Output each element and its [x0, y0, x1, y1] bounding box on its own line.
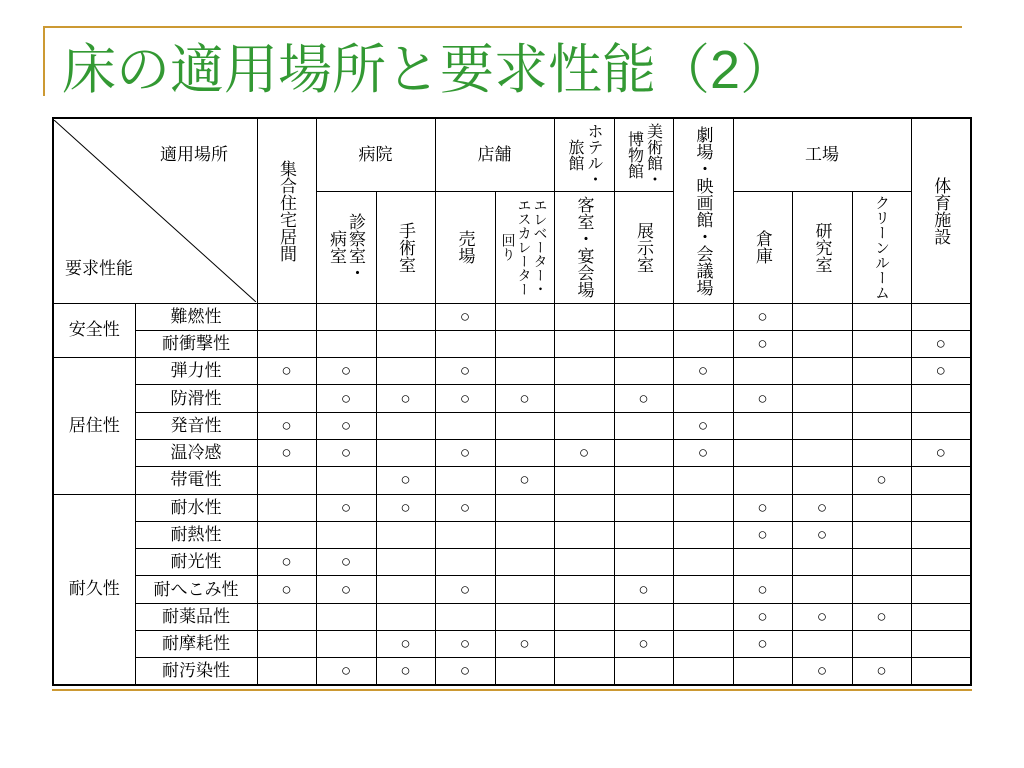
table-row [53, 412, 971, 439]
suitability-mark-cell [733, 658, 792, 685]
suitability-mark-cell: ○ [673, 439, 733, 466]
suitability-mark-cell [792, 631, 852, 658]
suitability-mark-cell [852, 549, 911, 576]
suitability-mark-cell [554, 303, 614, 330]
suitability-mark-cell [911, 521, 971, 548]
suitability-mark-cell [495, 549, 554, 576]
suitability-mark-cell: ○ [614, 631, 673, 658]
suitability-mark-cell: ○ [495, 467, 554, 494]
header-exam-room-text [327, 213, 365, 281]
header-warehouse [733, 191, 792, 303]
suitability-mark-cell: ○ [435, 385, 495, 412]
header-theater-text [694, 126, 713, 296]
suitability-mark-cell [554, 494, 614, 521]
header-guest-room-line: 客室・宴会場 [574, 196, 594, 298]
suitability-mark-cell [554, 576, 614, 603]
suitability-mark-cell: ○ [733, 603, 792, 630]
requirement-label: 防滑性 [135, 385, 257, 412]
header-elevator-area-line-1: エレベーター・ [532, 198, 549, 296]
header-museum-line-2: 博物館 [625, 130, 643, 179]
suitability-mark-cell: ○ [435, 439, 495, 466]
suitability-mark-cell: ○ [316, 576, 376, 603]
suitability-mark-cell: ○ [852, 467, 911, 494]
requirement-label: 耐水性 [135, 494, 257, 521]
suitability-mark-cell [257, 467, 316, 494]
row-group-label: 居住性 [53, 358, 135, 494]
header-theater [673, 118, 733, 303]
suitability-mark-cell [852, 521, 911, 548]
suitability-mark-cell [435, 603, 495, 630]
requirement-label: 耐摩耗性 [135, 631, 257, 658]
suitability-mark-cell: ○ [614, 385, 673, 412]
suitability-mark-cell [435, 549, 495, 576]
suitability-mark-cell [911, 631, 971, 658]
suitability-mark-cell [435, 521, 495, 548]
suitability-mark-cell: ○ [733, 330, 792, 357]
corner-label-requirement: 要求性能 [65, 258, 133, 278]
row-group-label: 耐久性 [53, 494, 135, 685]
suitability-mark-cell: ○ [257, 549, 316, 576]
suitability-mark-cell [733, 439, 792, 466]
suitability-mark-cell [435, 467, 495, 494]
header-clean-room [852, 191, 911, 303]
suitability-mark-cell: ○ [911, 330, 971, 357]
suitability-mark-cell [257, 631, 316, 658]
suitability-mark-cell [911, 412, 971, 439]
suitability-mark-cell: ○ [376, 631, 435, 658]
suitability-mark-cell [495, 494, 554, 521]
suitability-mark-cell [495, 603, 554, 630]
requirement-label: 弾力性 [135, 358, 257, 385]
suitability-mark-cell [257, 303, 316, 330]
suitability-mark-cell [257, 603, 316, 630]
suitability-mark-cell: ○ [316, 439, 376, 466]
header-clean-room-text [872, 195, 891, 300]
floor-requirements-table [52, 117, 972, 686]
suitability-mark-cell [911, 385, 971, 412]
suitability-mark-cell: ○ [376, 467, 435, 494]
suitability-mark-cell [614, 330, 673, 357]
suitability-mark-cell: ○ [316, 494, 376, 521]
header-exam-room [316, 191, 376, 303]
suitability-mark-cell [673, 385, 733, 412]
table-body [53, 303, 971, 685]
header-elevator-area-text [501, 198, 549, 296]
requirement-label: 耐へこみ性 [135, 576, 257, 603]
suitability-mark-cell: ○ [316, 412, 376, 439]
table-row [53, 658, 971, 685]
suitability-mark-cell [733, 467, 792, 494]
table-row [53, 494, 971, 521]
suitability-mark-cell [495, 439, 554, 466]
suitability-mark-cell [495, 658, 554, 685]
suitability-mark-cell [495, 412, 554, 439]
suitability-mark-cell [852, 412, 911, 439]
table-row [53, 385, 971, 412]
requirement-label: 難燃性 [135, 303, 257, 330]
header-exhibition-room-line: 展示室 [634, 221, 653, 273]
suitability-mark-cell [673, 330, 733, 357]
table-header [53, 118, 971, 303]
header-gym-line: 体育施設 [931, 176, 951, 245]
suitability-mark-cell [257, 330, 316, 357]
suitability-mark-cell [495, 576, 554, 603]
suitability-mark-cell [614, 521, 673, 548]
suitability-mark-cell [614, 412, 673, 439]
accent-rule-bottom [52, 689, 972, 691]
table-row [53, 576, 971, 603]
suitability-mark-cell [554, 658, 614, 685]
suitability-mark-cell: ○ [673, 358, 733, 385]
suitability-mark-cell [554, 467, 614, 494]
suitability-mark-cell [673, 603, 733, 630]
suitability-mark-cell [554, 385, 614, 412]
header-hospital: 病院 [316, 118, 435, 191]
header-hotel-text [565, 123, 603, 187]
suitability-mark-cell: ○ [733, 521, 792, 548]
suitability-mark-cell [792, 467, 852, 494]
header-museum [614, 118, 673, 191]
header-operating-room-line: 手術室 [396, 221, 415, 273]
suitability-mark-cell [673, 631, 733, 658]
header-exhibition-room-text [634, 222, 653, 273]
header-hotel-line-1: ホテル・ [585, 122, 602, 187]
suitability-mark-cell [792, 358, 852, 385]
header-exam-room-line-2: 病室 [327, 230, 346, 264]
header-operating-room [376, 191, 435, 303]
table-row [53, 521, 971, 548]
header-elevator-area [495, 191, 554, 303]
suitability-mark-cell: ○ [733, 494, 792, 521]
suitability-mark-cell [852, 303, 911, 330]
suitability-mark-cell [554, 549, 614, 576]
suitability-mark-cell [435, 412, 495, 439]
suitability-mark-cell: ○ [733, 385, 792, 412]
suitability-mark-cell: ○ [316, 549, 376, 576]
suitability-mark-cell [614, 439, 673, 466]
suitability-mark-cell: ○ [257, 358, 316, 385]
header-gym-text [931, 177, 950, 245]
suitability-mark-cell [316, 603, 376, 630]
suitability-mark-cell: ○ [316, 385, 376, 412]
suitability-mark-cell: ○ [376, 658, 435, 685]
suitability-mark-cell [376, 549, 435, 576]
header-laboratory-line: 研究室 [812, 221, 832, 273]
header-hotel [554, 118, 614, 191]
suitability-mark-cell [554, 603, 614, 630]
header-warehouse-line: 倉庫 [753, 230, 772, 264]
requirement-label: 耐光性 [135, 549, 257, 576]
header-apartment-text [277, 160, 296, 262]
suitability-mark-cell [911, 494, 971, 521]
suitability-mark-cell [852, 439, 911, 466]
suitability-mark-cell: ○ [316, 358, 376, 385]
header-row-1 [53, 118, 971, 191]
suitability-mark-cell: ○ [733, 576, 792, 603]
suitability-mark-cell [673, 576, 733, 603]
suitability-mark-cell: ○ [435, 494, 495, 521]
suitability-mark-cell: ○ [792, 658, 852, 685]
suitability-mark-cell [852, 330, 911, 357]
suitability-mark-cell [376, 603, 435, 630]
suitability-mark-cell: ○ [435, 658, 495, 685]
suitability-mark-cell [376, 521, 435, 548]
suitability-mark-cell [792, 576, 852, 603]
suitability-mark-cell [911, 603, 971, 630]
suitability-mark-cell [852, 631, 911, 658]
corner-label-location: 適用場所 [160, 144, 228, 164]
suitability-mark-cell [673, 494, 733, 521]
suitability-mark-cell: ○ [495, 631, 554, 658]
suitability-mark-cell: ○ [435, 631, 495, 658]
suitability-mark-cell [614, 603, 673, 630]
suitability-mark-cell [316, 521, 376, 548]
suitability-mark-cell [673, 521, 733, 548]
header-apartment [257, 118, 316, 303]
suitability-mark-cell [554, 358, 614, 385]
requirement-label: 帯電性 [135, 467, 257, 494]
row-group-label: 安全性 [53, 303, 135, 358]
header-elevator-area-line-3: 回り [500, 233, 517, 261]
suitability-mark-cell: ○ [257, 412, 316, 439]
suitability-mark-cell: ○ [376, 385, 435, 412]
suitability-mark-cell [316, 303, 376, 330]
header-warehouse-text [753, 230, 772, 264]
suitability-mark-cell [376, 439, 435, 466]
suitability-mark-cell [316, 330, 376, 357]
suitability-mark-cell [376, 412, 435, 439]
table-container [52, 117, 970, 686]
corner-box [54, 120, 256, 302]
suitability-mark-cell: ○ [673, 412, 733, 439]
suitability-mark-cell [852, 385, 911, 412]
suitability-mark-cell: ○ [495, 385, 554, 412]
header-exam-room-line-1: 診察室・ [346, 213, 365, 281]
suitability-mark-cell [792, 549, 852, 576]
table-row [53, 603, 971, 630]
header-apartment-line: 集合住宅居間 [277, 159, 296, 262]
suitability-mark-cell [911, 576, 971, 603]
suitability-mark-cell: ○ [733, 631, 792, 658]
header-museum-text [625, 123, 663, 187]
suitability-mark-cell [792, 303, 852, 330]
suitability-mark-cell [733, 549, 792, 576]
header-operating-room-text [396, 222, 415, 273]
suitability-mark-cell: ○ [257, 576, 316, 603]
suitability-mark-cell: ○ [911, 358, 971, 385]
suitability-mark-cell: ○ [911, 439, 971, 466]
suitability-mark-cell [852, 576, 911, 603]
header-hotel-line-2: 旅館 [566, 138, 583, 171]
suitability-mark-cell [614, 303, 673, 330]
header-guest-room [554, 191, 614, 303]
suitability-mark-cell [614, 358, 673, 385]
suitability-mark-cell [495, 521, 554, 548]
header-gym [911, 118, 971, 303]
header-sales-floor [435, 191, 495, 303]
requirement-label: 温冷感 [135, 439, 257, 466]
suitability-mark-cell: ○ [435, 303, 495, 330]
suitability-mark-cell: ○ [554, 439, 614, 466]
suitability-mark-cell [792, 412, 852, 439]
header-sales-floor-line: 売場 [455, 230, 475, 264]
suitability-mark-cell [316, 631, 376, 658]
requirement-label: 耐衝撃性 [135, 330, 257, 357]
suitability-mark-cell [376, 358, 435, 385]
table-row [53, 330, 971, 357]
header-laboratory [792, 191, 852, 303]
suitability-mark-cell [554, 631, 614, 658]
suitability-mark-cell [435, 330, 495, 357]
requirement-label: 耐汚染性 [135, 658, 257, 685]
suitability-mark-cell [376, 330, 435, 357]
suitability-mark-cell [673, 303, 733, 330]
requirement-label: 耐薬品性 [135, 603, 257, 630]
accent-rule-left [43, 26, 45, 96]
table-row [53, 549, 971, 576]
suitability-mark-cell: ○ [435, 358, 495, 385]
suitability-mark-cell [257, 521, 316, 548]
corner-header-cell [53, 118, 257, 303]
table-row [53, 303, 971, 330]
table-row [53, 439, 971, 466]
suitability-mark-cell [495, 303, 554, 330]
header-sales-floor-text [456, 230, 475, 264]
table-row [53, 358, 971, 385]
suitability-mark-cell [673, 549, 733, 576]
header-clean-room-line: クリーンルーム [873, 194, 891, 300]
suitability-mark-cell [911, 467, 971, 494]
suitability-mark-cell [554, 330, 614, 357]
suitability-mark-cell [614, 549, 673, 576]
suitability-mark-cell: ○ [376, 494, 435, 521]
header-theater-line: 劇場・映画館・会議場 [693, 125, 713, 296]
header-store: 店舗 [435, 118, 554, 191]
suitability-mark-cell [554, 521, 614, 548]
suitability-mark-cell [911, 303, 971, 330]
suitability-mark-cell [495, 330, 554, 357]
suitability-mark-cell [733, 412, 792, 439]
requirement-label: 発音性 [135, 412, 257, 439]
suitability-mark-cell [673, 658, 733, 685]
suitability-mark-cell [733, 358, 792, 385]
slide-title: 床の適用場所と要求性能（2） [62, 40, 795, 100]
suitability-mark-cell: ○ [614, 576, 673, 603]
suitability-mark-cell [852, 358, 911, 385]
accent-rule-top [44, 26, 962, 28]
suitability-mark-cell: ○ [852, 658, 911, 685]
suitability-mark-cell [911, 658, 971, 685]
suitability-mark-cell [316, 467, 376, 494]
header-museum-line-1: 美術館・ [644, 122, 662, 187]
suitability-mark-cell [257, 658, 316, 685]
header-laboratory-text [813, 222, 832, 273]
suitability-mark-cell [554, 412, 614, 439]
suitability-mark-cell: ○ [733, 303, 792, 330]
suitability-mark-cell [673, 467, 733, 494]
requirement-label: 耐熱性 [135, 521, 257, 548]
header-guest-room-text [575, 196, 594, 298]
table-row [53, 467, 971, 494]
suitability-mark-cell [911, 549, 971, 576]
suitability-mark-cell: ○ [316, 658, 376, 685]
header-exhibition-room [614, 191, 673, 303]
table-row [53, 631, 971, 658]
suitability-mark-cell [495, 358, 554, 385]
suitability-mark-cell [614, 658, 673, 685]
suitability-mark-cell: ○ [792, 521, 852, 548]
suitability-mark-cell: ○ [852, 603, 911, 630]
suitability-mark-cell [257, 385, 316, 412]
suitability-mark-cell [792, 330, 852, 357]
header-factory: 工場 [733, 118, 911, 191]
suitability-mark-cell [792, 439, 852, 466]
suitability-mark-cell: ○ [257, 439, 316, 466]
suitability-mark-cell: ○ [435, 576, 495, 603]
suitability-mark-cell [614, 467, 673, 494]
suitability-mark-cell: ○ [792, 494, 852, 521]
suitability-mark-cell [376, 576, 435, 603]
suitability-mark-cell: ○ [792, 603, 852, 630]
header-elevator-area-line-2: エスカレーター [516, 198, 533, 296]
suitability-mark-cell [376, 303, 435, 330]
suitability-mark-cell [852, 494, 911, 521]
suitability-mark-cell [614, 494, 673, 521]
suitability-mark-cell [792, 385, 852, 412]
suitability-mark-cell [257, 494, 316, 521]
